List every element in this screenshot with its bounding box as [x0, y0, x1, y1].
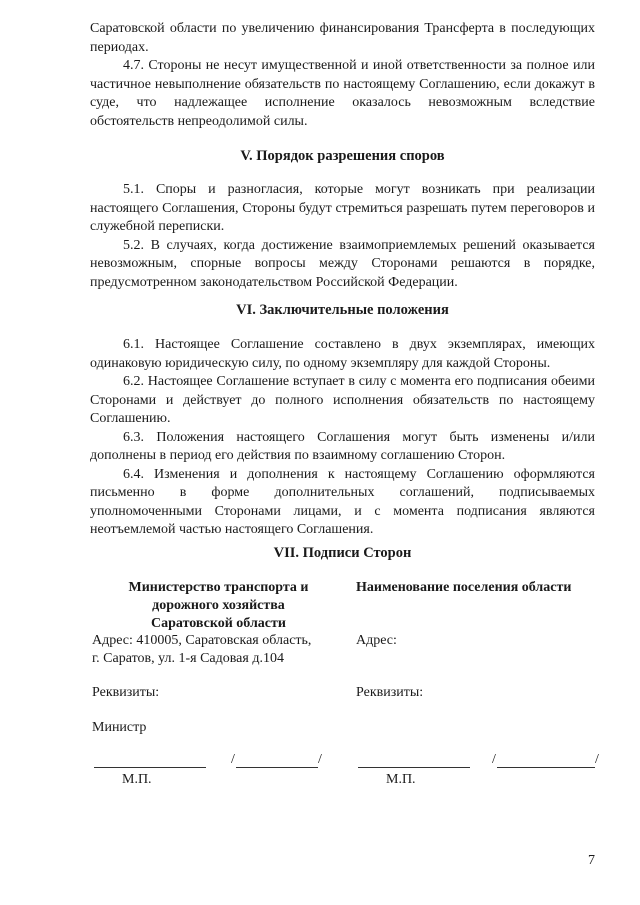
- section7-heading: VII. Подписи Сторон: [273, 545, 412, 561]
- left-party-title-line: Министерство транспорта и: [128, 580, 309, 595]
- left-address-line: г. Саратов, ул. 1-я Садовая д.104: [92, 651, 284, 666]
- right-name-slash-close: /: [595, 752, 599, 767]
- left-party-title-line: дорожного хозяйства: [152, 598, 285, 613]
- left-position: Министр: [92, 720, 147, 735]
- right-signature-line: [358, 767, 470, 768]
- paragraph-6-1: 6.1. Настоящее Соглашение составлено в двух экземплярах, имеющих одинаковую юридическую силу, по одному экземпляру для каждой Стороны.: [90, 337, 595, 371]
- left-address-line: Адрес: 410005, Саратовская область,: [92, 633, 312, 648]
- right-party-title: Наименование поселения области: [356, 580, 572, 595]
- paragraph-5-2: 5.2. В случаях, когда достижение взаимоприемлемых решений оказывается невозможным, спорные вопросы между Сторонами решаются в порядке, предусмотренном законодательством Российской Федерации.: [90, 237, 595, 290]
- left-party-title-line: Саратовской области: [151, 616, 286, 631]
- right-name-line: [497, 767, 595, 768]
- left-name-line: [236, 767, 318, 768]
- right-requisites: Реквизиты:: [356, 685, 424, 700]
- section4-continuation: [90, 20, 595, 131]
- left-stamp-label: М.П.: [122, 772, 152, 787]
- paragraph-5-1: 5.1. Споры и разногласия, которые могут возникать при реализации настоящего Соглашения, Стороны будут стремиться разрешать путем переговоров и служебной переписки.: [90, 182, 595, 234]
- paragraph-6-4: 6.4. Изменения и дополнения к настоящему Соглашению оформляются письменно в форме дополнительных соглашений, подписываемых уполномоченными Сторонами лицами, и с момента подписания являются неотъемлемой частью настоящего Соглашения.: [90, 466, 595, 537]
- section5-body: [90, 181, 595, 292]
- left-name-slash-close: /: [318, 752, 322, 767]
- right-party-address: Адрес:: [356, 633, 397, 648]
- left-signature-line: [94, 767, 206, 768]
- paragraph-continuation: Саратовской области по увеличению финансирования Трансферта в последующих периодах.: [90, 21, 595, 55]
- section5-heading: V. Порядок разрешения споров: [240, 148, 445, 164]
- section6-body: [90, 336, 595, 540]
- left-name-slash-open: /: [231, 752, 235, 767]
- page-number: 7: [588, 853, 595, 868]
- paragraph-4-7: 4.7. Стороны не несут имущественной и иной ответственности за полное или частичное невыполнение обязательств по настоящему Соглашению, если докажут в суде, что надлежащее исполнение оказалось невозможным вследствие обстоятельств непреодолимой силы.: [90, 58, 595, 129]
- paragraph-6-3: 6.3. Положения настоящего Соглашения могут быть изменены и/или дополнены в период его действия по взаимному соглашению Сторон.: [90, 429, 595, 463]
- left-party-title: [96, 579, 341, 633]
- section6-heading: VI. Заключительные положения: [236, 302, 449, 318]
- right-name-slash-open: /: [492, 752, 496, 767]
- right-stamp-label: М.П.: [386, 772, 416, 787]
- paragraph-6-2: 6.2. Настоящее Соглашение вступает в силу с момента его подписания обеими Сторонами и действует до полного исполнения обязательств по настоящему Соглашению.: [90, 374, 595, 426]
- left-requisites: Реквизиты:: [92, 685, 160, 700]
- left-party-address: [92, 632, 352, 668]
